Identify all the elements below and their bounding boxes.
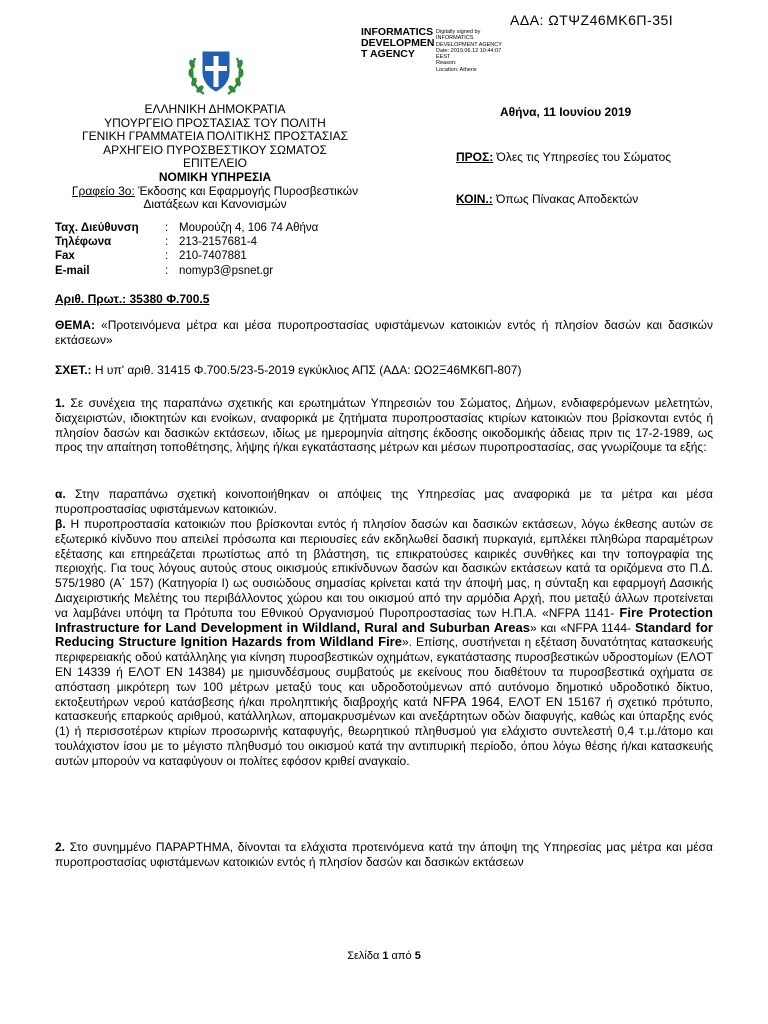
page-number: 1 [382,950,389,962]
subject-text: «Προτεινόμενα μέτρα και μέσα πυροπροστασίας υφιστάμενων κατοικιών εντός ή πλησίον δασών και δασικών εκτάσεων» [55,318,713,347]
contact-value: 213-2157681-4 [179,236,258,249]
ada-header: ΑΔΑ: ΩΤΨΖ46ΜΚ6Π-35Ι [510,12,674,28]
contact-key: Ταχ. Διεύθυνση [55,222,139,234]
contact-row-phone: Τηλέφωνα : 213-2157681-4 [55,236,258,249]
paragraph-b [55,517,713,769]
contact-row-address: Ταχ. Διεύθυνση : Μουρούζη 4, 106 74 Αθήνα [55,222,319,234]
office-label: Γραφείο 3ο: [71,183,135,198]
cc-text: Όπως Πίνακας Αποδεκτών [492,192,639,206]
sig-org-line: T AGENCY [361,48,415,60]
sig-detail: Location: Athens [436,66,477,73]
service-name: ΝΟΜΙΚΗ ΥΠΗΡΕΣΙΑ [158,169,272,184]
country-name: ΕΛΛΗΝΙΚΗ ΔΗΜΟΚΡΑΤΙΑ [144,102,286,116]
document-date: Αθήνα, 11 Ιουνίου 2019 [500,105,632,119]
digital-signature-details [436,29,556,73]
issuing-authority-block [64,103,366,212]
protocol-number: Αριθ. Πρωτ.: 35380 Φ.700.5 [55,292,210,306]
paragraph-text: » και «NFPA 1144- [529,620,636,635]
paragraph-1 [55,396,713,455]
paragraph-text: , ΕΛΟΤ ΕΝ 15167 ή σχετικό πρότυπο, κατασκευής επαρκούς αριθμού, κατάλληλων, απομακρυσμένων και ανεξάρτητων οδών διαφυγής, καθώς και ύπαρξης ενός (1) ή περισσοτέρων κτιρίων προσωρινής καταφυγής, θεωρητικού πληθυσμού για ελάχιστο συντελεστή 0,4 τ.μ./άτομο και τουλάχιστον ίσου με το μέγιστο πληθυσμό του οικισμού κατά την αντιπυρική περίοδο, όπου λόγω θέσης ή/και κατασκευής αυτών μπορούν να καταφύγουν οι πολίτες εφόσον κριθεί αναγκαίο. [55,694,713,768]
paragraph-text: Στο συνημμένο ΠΑΡΑΡΤΗΜΑ, δίνονται τα ελάχιστα προτεινόμενα κατά την άποψη της Υπηρεσίας μας μέτρα και μέσα πυροπροστασίας υφιστάμενων κατοικιών εντός ή πλησίον δασών και δασικών εκτάσεων [55,840,713,869]
nfpa-1141-title: Fire Protection Infrastructure for Land Development in Wildland, Rural and Suburban Areas [55,604,713,635]
contact-value: 210-7407881 [179,250,247,263]
sig-detail: EEST [436,54,451,61]
paragraph-2 [55,840,713,870]
subject-line [55,318,713,348]
cc-label: ΚΟΙΝ.: [456,192,493,206]
to-text: Όλες τις Υπηρεσίες του Σώματος [493,150,672,164]
office-line [64,185,366,199]
sig-detail: Reason: [436,60,457,67]
headquarters-name: ΑΡΧΗΓΕΙΟ ΠΥΡΟΣΒΕΣΤΙΚΟΥ ΣΩΜΑΤΟΣ [103,142,327,157]
digital-signature-org [361,27,436,60]
reference-line [55,363,713,378]
contact-key: Fax [55,250,75,263]
page-total: 5 [414,950,421,962]
office-text: Έκδοσης και Εφαρμογής Πυροσβεστικών [134,183,359,198]
sig-org-line: DEVELOPMEN [361,37,435,49]
paragraph-text: Η πυροπροστασία κατοικιών που βρίσκονται εντός ή πλησίον δασών και δασικών εκτάσεων, λόγω έκθεσης αυτών σε εξωτερικό κίνδυνο που απειλεί πρόσωπα και περιουσίες εάν εκδηλωθεί δασική πυρκαγιά, εμπλέκει πληθώρα παραμέτρων εξέτασης και επηρεάζεται πρωτίστως από τη βλάστηση, τις επικρατούσες καιρικές συνθήκες και την τοπογραφία της περιοχής. Για τους λόγους αυτούς στους οικισμούς επικίνδυνων δασών και δασικών εκτάσεων κατά τα οριζόμενα στο Π.Δ. 575/1980 (Α΄ 157) (Κατηγορία Ι) ως ουσιώδους σημασίας κρίνεται κατά την άποψή μας, η σύνταξη και εφαρμογή Δασικής Διαχειριστικής Μελέτης του περιβάλλοντος χώρου και του οικισμού από την αρμόδια Αρχή, που μεταξύ άλλων προτείνεται να λαμβάνει υπόψη τα Πρότυπα του Εθνικού Οργανισμού Πυροπροστασίας των Η.Π.Α. «NFPA 1141- [55,517,713,620]
contact-key: E-mail [55,264,90,277]
contact-key: Τηλέφωνα [55,236,112,249]
sig-detail: Date: 2019.06.12 10:44:07 [436,47,502,54]
greek-emblem-icon [186,42,246,100]
ministry-name: ΥΠΟΥΡΓΕΙΟ ΠΡΟΣΤΑΣΙΑΣ ΤΟΥ ΠΟΛΙΤΗ [104,115,326,130]
contact-row-fax: Fax : 210-7407881 [55,250,247,263]
paragraph-number: α. [55,487,66,501]
contact-details [55,221,318,278]
page-label: Σελίδα [347,950,383,962]
contact-value: nomyp3@psnet.gr [179,264,274,277]
paragraph-text: ». Επίσης, συστήνεται η εξέταση δυνατότητας κατασκευής περιφερειακής οδού κατάλληλης για κίνηση πυροσβεστικών οχημάτων, εγκατάστασης πυροσβεστικών υδροστομίων (ΕΛΟΤ ΕΝ 14339 ή ΕΛΟΤ ΕΝ 14384) με ημισυνδέσμους συμβατούς με εκείνους που διαθέτουν τα πυροσβεστικά οχήματα σε απόσταση μικρότερη των 100 μέτρων μεταξύ τους και υδροδοτούμενων από αυτόνομο δημοτικό υδροδοτικό δίκτυο, εκτοξευτήρων νερού κατάσβεσης ή/και προληπτικής διαβροχής κατά [55,635,713,709]
reference-text: Η υπ' αριθ. 31415 Φ.700.5/23-5-2019 εγκύκλιος ΑΠΣ (ΑΔΑ: ΩΟ2Ξ46ΜΚ6Π-807) [91,363,522,377]
to-label: ΠΡΟΣ: [456,150,494,164]
paragraph-number: 2. [55,840,66,854]
staff-name: ΕΠΙΤΕΛΕΙΟ [182,156,248,171]
sig-detail: DEVELOPMENT AGENCY [436,41,502,48]
paragraph-a [55,487,713,517]
sig-detail: INFORMATICS [436,35,474,42]
paragraph-number: 1. [55,396,66,410]
paragraph-text: Στην παραπάνω σχετική κοινοποιήθηκαν οι απόψεις της Υπηρεσίας μας αναφορικά με τα μέτρα και μέσα πυροπροστασίας υφιστάμενων κατοικιών. [55,487,713,516]
page-footer [0,950,768,962]
office-text-cont: Διατάξεων και Κανονισμών [143,197,287,212]
recipients-cc [456,192,638,206]
recipients-to [456,150,671,164]
reference-label: ΣΧΕΤ.: [55,363,92,377]
contact-value: Μουρούζη 4, 106 74 Αθήνα [179,222,319,234]
nfpa-1144-title: Standard for Reducing Structure Ignition Hazards from Wildland Fire [55,619,713,650]
subject-label: ΘΕΜΑ: [55,318,95,332]
sig-detail: Digitally signed by [436,29,481,35]
nfpa-1964: NFPA 1964 [432,693,501,709]
page-of: από [388,950,415,962]
paragraph-text: Σε συνέχεια της παραπάνω σχετικής και ερωτημάτων Υπηρεσιών του Σώματος, Δήμων, ενδιαφερόμενων μελετητών, διαχειριστών, ιδιοκτητών και ενοίκων, αναφορικά με ζητήματα πυροπροστασίας κτιρίων κατοικιών που βρίσκονται εντός ή πλησίον δασών και δασικών εκτάσεων, ιδίως με ημερομηνία αίτησης έκδοσης οικοδομικής άδειας πριν τις 17-2-1989, ως προς την απαίτηση τοποθέτησης, λήψης ή/και εγκατάστασης μέτρων και μέσων πυροπροστασίας, σας γνωρίζουμε τα εξής: [55,396,713,455]
paragraph-number: β. [55,517,66,531]
sig-org-line: INFORMATICS [361,26,434,38]
contact-row-email: E-mail : nomyp3@psnet.gr [55,264,274,277]
secretariat-name: ΓΕΝΙΚΗ ΓΡΑΜΜΑΤΕΙΑ ΠΟΛΙΤΙΚΗΣ ΠΡΟΣΤΑΣΙΑΣ [81,129,349,144]
